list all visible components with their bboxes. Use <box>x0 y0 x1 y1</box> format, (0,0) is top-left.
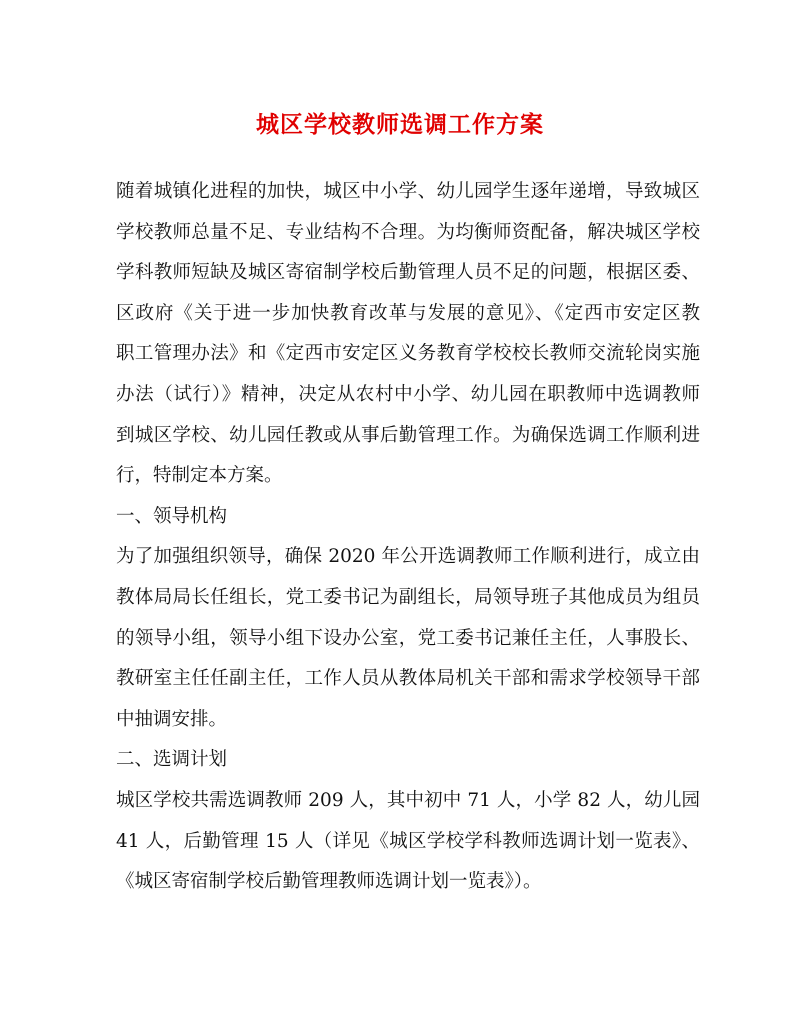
body-line: 《城区寄宿制学校后勤管理教师选调计划一览表》）。 <box>116 871 542 893</box>
body-line: 教体局局长任组长，党工委书记为副组长，局领导班子其他成员为组员 <box>116 586 700 608</box>
body-line: 职工管理办法》和《定西市安定区义务教育学校校长教师交流轮岗实施 <box>116 343 700 365</box>
body-line: 区政府《关于进一步加快教育改革与发展的意见》、《定西市安定区教 <box>116 302 700 324</box>
body-line: 中抽调安排。 <box>116 708 228 730</box>
body-line: 41 人，后勤管理 15 人（详见《城区学校学科教师选调计划一览表》、 <box>116 830 700 852</box>
body-line: 随着城镇化进程的加快，城区中小学、幼儿园学生逐年递增，导致城区 <box>116 181 700 202</box>
body-line: 学科教师短缺及城区寄宿制学校后勤管理人员不足的问题，根据区委、 <box>116 262 700 284</box>
section-heading: 二、选调计划 <box>116 749 228 771</box>
body-line: 行，特制定本方案。 <box>116 465 283 487</box>
document-body <box>116 172 700 903</box>
body-line: 为了加强组织领导，确保 2020 年公开选调教师工作顺利进行，成立由 <box>116 546 700 568</box>
body-line: 教研室主任任副主任，工作人员从教体局机关干部和需求学校领导干部 <box>116 668 700 690</box>
body-line: 学校教师总量不足、专业结构不合理。为均衡师资配备，解决城区学校 <box>116 221 700 243</box>
body-line: 办法（试行）》精神，决定从农村中小学、幼儿园在职教师中选调教师 <box>116 383 700 405</box>
document-title: 城区学校教师选调工作方案 <box>256 111 544 138</box>
body-line: 城区学校共需选调教师 209 人，其中初中 71 人，小学 82 人，幼儿园 <box>116 789 700 811</box>
section-heading: 一、领导机构 <box>116 505 228 527</box>
body-line: 的领导小组，领导小组下设办公室，党工委书记兼任主任，人事股长、 <box>116 627 700 649</box>
body-line: 到城区学校、幼儿园任教或从事后勤管理工作。为确保选调工作顺利进 <box>116 424 700 446</box>
